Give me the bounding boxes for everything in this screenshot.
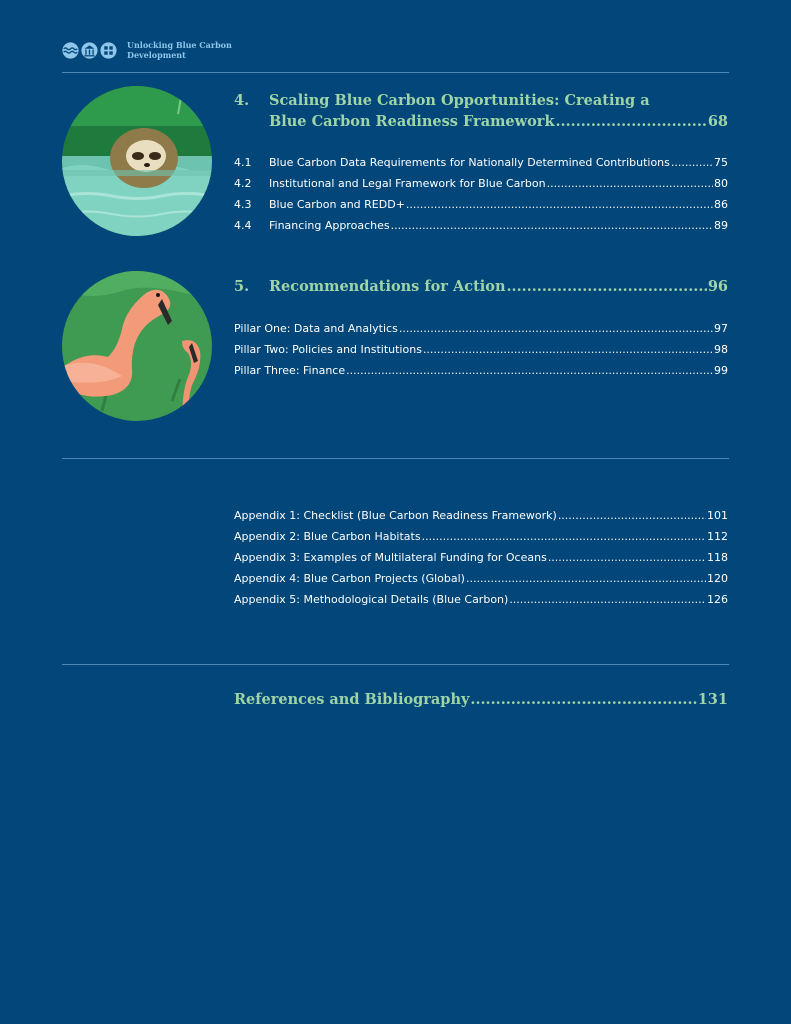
section-5-number: 5. (234, 278, 250, 295)
page-header (62, 38, 232, 62)
logo (62, 42, 117, 59)
references-heading[interactable] (234, 689, 728, 710)
entry-title: Pillar Three: Finance (234, 364, 346, 377)
dot-leader (558, 505, 706, 526)
entry-page: 98 (714, 343, 728, 356)
dot-leader (470, 689, 696, 710)
dot-leader (406, 194, 713, 215)
toc-entry[interactable] (234, 339, 728, 360)
references-page: 131 (697, 691, 728, 708)
entry-page: 126 (707, 593, 728, 606)
section-4-heading (234, 90, 728, 132)
entry-page: 112 (707, 530, 728, 543)
sloth-illustration (62, 86, 212, 236)
toc-entry[interactable] (234, 152, 728, 173)
waves-icon (62, 42, 79, 59)
entry-number: 4.1 (234, 156, 252, 169)
entry-page: 99 (714, 364, 728, 377)
entry-title: Pillar Two: Policies and Institutions (234, 343, 422, 356)
dot-leader (399, 318, 713, 339)
divider (62, 664, 729, 665)
toc-entry[interactable] (234, 194, 728, 215)
brand-name (127, 40, 232, 60)
toc-entry[interactable] (234, 173, 728, 194)
section-5-page: 96 (707, 278, 728, 295)
toc-entry[interactable] (234, 568, 728, 589)
entry-title: Appendix 4: Blue Carbon Projects (Global) (234, 572, 465, 585)
entry-page: 118 (707, 551, 728, 564)
dot-leader (423, 339, 713, 360)
entry-page: 80 (714, 177, 728, 190)
entry-title: Blue Carbon and REDD+ (269, 198, 405, 211)
entry-title: Appendix 5: Methodological Details (Blue Carbon) (234, 593, 509, 606)
section-4-title-line-1: Scaling Blue Carbon Opportunities: Creating a (269, 92, 650, 109)
section-4-title-line-2: Blue Carbon Readiness Framework (269, 113, 555, 130)
dot-leader (391, 215, 713, 236)
entry-title: Appendix 1: Checklist (Blue Carbon Readiness Framework) (234, 509, 557, 522)
toc-entry[interactable] (234, 360, 728, 381)
dot-leader (422, 526, 706, 547)
brand-line-1: Unlocking Blue Carbon (127, 40, 232, 50)
entry-number: 4.2 (234, 177, 252, 190)
dot-leader (547, 173, 713, 194)
network-icon (100, 42, 117, 59)
section-5-entries (234, 318, 728, 381)
entry-page: 75 (714, 156, 728, 169)
references-title: References and Bibliography (234, 691, 470, 708)
toc-entry[interactable] (234, 318, 728, 339)
dot-leader (507, 276, 707, 297)
appendix-entries (234, 505, 728, 610)
entry-page: 120 (707, 572, 728, 585)
entry-number: 4.3 (234, 198, 252, 211)
dot-leader (466, 568, 706, 589)
entry-title: Pillar One: Data and Analytics (234, 322, 398, 335)
entry-title: Blue Carbon Data Requirements for Nationally Determined Contributions (269, 156, 670, 169)
section-5-heading (234, 276, 728, 297)
entry-title: Institutional and Legal Framework for Blue Carbon (269, 177, 546, 190)
dot-leader (548, 547, 706, 568)
dot-leader (509, 589, 706, 610)
brand-line-2: Development (127, 50, 186, 60)
section-4-page: 68 (707, 113, 728, 130)
section-4-number: 4. (234, 92, 250, 109)
entry-page: 101 (707, 509, 728, 522)
entry-page: 86 (714, 198, 728, 211)
building-icon (81, 42, 98, 59)
entry-title: Appendix 3: Examples of Multilateral Funding for Oceans (234, 551, 547, 564)
toc-entry[interactable] (234, 505, 728, 526)
entry-title: Financing Approaches (269, 219, 390, 232)
flamingo-illustration (62, 271, 212, 421)
entry-page: 89 (714, 219, 728, 232)
toc-entry[interactable] (234, 547, 728, 568)
divider (62, 458, 729, 459)
entry-page: 97 (714, 322, 728, 335)
dot-leader (346, 360, 713, 381)
section-4-entries (234, 152, 728, 236)
dot-leader (671, 152, 713, 173)
toc-entry[interactable] (234, 526, 728, 547)
entry-title: Appendix 2: Blue Carbon Habitats (234, 530, 421, 543)
entry-number: 4.4 (234, 219, 252, 232)
toc-entry[interactable] (234, 215, 728, 236)
section-5-title: Recommendations for Action (269, 278, 506, 295)
dot-leader (556, 111, 707, 132)
toc-entry[interactable] (234, 589, 728, 610)
header-divider (62, 72, 729, 73)
